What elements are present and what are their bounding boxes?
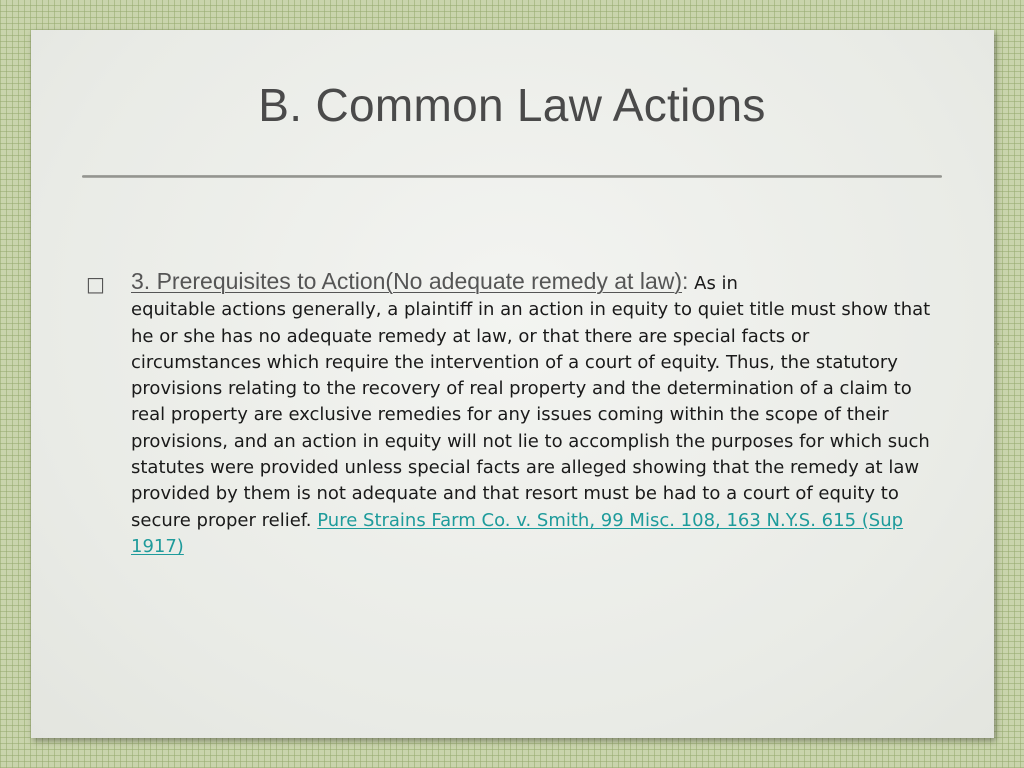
bullet-item — [86, 268, 946, 560]
bullet-square-icon: □ — [86, 272, 105, 296]
slide-title: B. Common Law Actions — [258, 79, 766, 131]
edge-mark — [995, 343, 999, 345]
bullet-text — [131, 268, 943, 560]
case-citation-link[interactable]: Pure Strains Farm Co. v. Smith, 99 Misc. 108, 163 N.Y.S. 615 (Sup 1917) — [131, 509, 904, 557]
bullet-heading: 3. Prerequisites to Action(No adequate remedy at law) — [131, 268, 683, 294]
title-divider — [82, 175, 942, 178]
body-paragraph: equitable actions generally, a plaintiff in an action in equity to quiet title must show that he or she has no adequate remedy at law, or that there are special facts or circumstances which require the intervention of a court of equity. Thus, the statutory provisions relating to the recovery of real property and the determination of a claim to real property are exclusive remedies for any issues coming within the scope of their provisions, and an action in equity will not lie to accomplish the purposes for which such statutes were provided unless special facts are alleged showing that the remedy at law provided by them is not adequate and that resort must be had to a court of equity to secure proper relief. — [131, 299, 931, 531]
body-start: As in — [688, 273, 738, 294]
heading-colon: : — [682, 268, 689, 294]
